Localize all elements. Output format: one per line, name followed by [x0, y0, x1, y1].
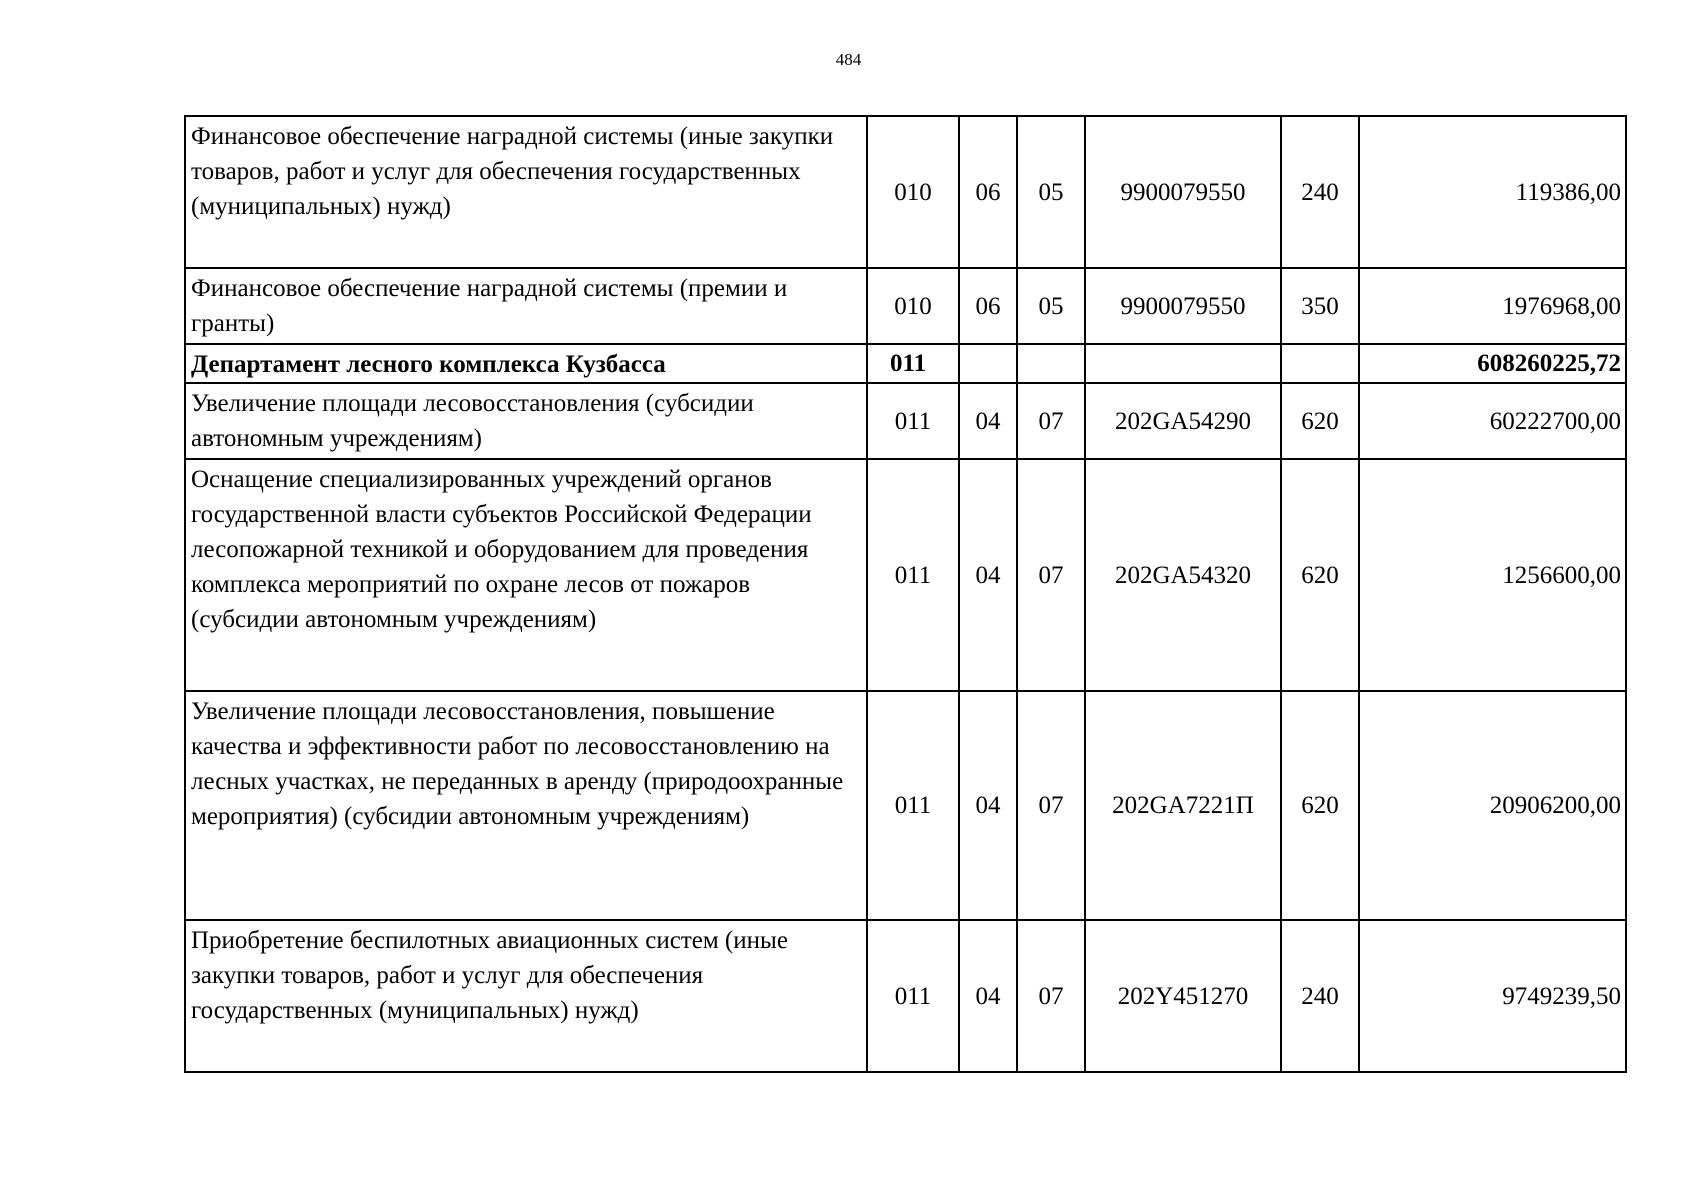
row-target-article: 202GA7221П	[1085, 691, 1281, 920]
row-section: 04	[959, 383, 1017, 459]
table-row	[185, 920, 1626, 1072]
row-section: 04	[959, 920, 1017, 1072]
row-amount: 60222700,00	[1359, 383, 1626, 459]
row-section: 06	[959, 268, 1017, 344]
row-department-code: 011	[867, 344, 959, 383]
row-name: Увеличение площади лесовосстановления, повышение качества и эффективности работ по лесовосстановлению на лесных участках, не переданных в аренду (природоохранные мероприятия) (субсидии автономным учреждениям)	[185, 691, 867, 920]
row-department-code: 011	[867, 920, 959, 1072]
row-expense-type	[1281, 344, 1359, 383]
row-subsection: 05	[1017, 116, 1085, 268]
row-expense-type: 240	[1281, 116, 1359, 268]
row-section: 04	[959, 459, 1017, 691]
row-amount: 9749239,50	[1359, 920, 1626, 1072]
row-subsection: 07	[1017, 920, 1085, 1072]
row-expense-type: 240	[1281, 920, 1359, 1072]
table-row	[185, 344, 1626, 383]
row-name: Финансовое обеспечение наградной системы (иные закупки товаров, работ и услуг для обеспечения государственных (муниципальных) нужд)	[185, 116, 867, 268]
row-target-article: 9900079550	[1085, 116, 1281, 268]
row-expense-type: 620	[1281, 383, 1359, 459]
table-row	[185, 268, 1626, 344]
row-name: Приобретение беспилотных авиационных систем (иные закупки товаров, работ и услуг для обеспечения государственных (муниципальных) нужд)	[185, 920, 867, 1072]
budget-table	[184, 115, 1627, 1073]
row-amount: 119386,00	[1359, 116, 1626, 268]
row-amount: 1256600,00	[1359, 459, 1626, 691]
row-expense-type: 620	[1281, 459, 1359, 691]
row-section: 04	[959, 691, 1017, 920]
row-target-article: 9900079550	[1085, 268, 1281, 344]
row-amount: 608260225,72	[1359, 344, 1626, 383]
row-target-article	[1085, 344, 1281, 383]
row-department-code: 010	[867, 268, 959, 344]
row-name: Финансовое обеспечение наградной системы (премии и гранты)	[185, 268, 867, 344]
row-section	[959, 344, 1017, 383]
row-expense-type: 620	[1281, 691, 1359, 920]
page-number: 484	[835, 50, 862, 69]
row-name: Оснащение специализированных учреждений органов государственной власти субъектов Российской Федерации лесопожарной техникой и оборудованием для проведения комплекса мероприятий по охране лесов от пожаров (субсидии автономным учреждениям)	[185, 459, 867, 691]
row-name: Департамент лесного комплекса Кузбасса	[185, 344, 867, 383]
table-row	[185, 116, 1626, 268]
row-target-article: 202GA54290	[1085, 383, 1281, 459]
row-department-code: 010	[867, 116, 959, 268]
row-subsection: 07	[1017, 459, 1085, 691]
row-target-article: 202Y451270	[1085, 920, 1281, 1072]
row-amount: 1976968,00	[1359, 268, 1626, 344]
table-row	[185, 459, 1626, 691]
row-section: 06	[959, 116, 1017, 268]
row-subsection: 05	[1017, 268, 1085, 344]
row-subsection: 07	[1017, 691, 1085, 920]
row-expense-type: 350	[1281, 268, 1359, 344]
row-name: Увеличение площади лесовосстановления (субсидии автономным учреждениям)	[185, 383, 867, 459]
row-subsection: 07	[1017, 383, 1085, 459]
row-subsection	[1017, 344, 1085, 383]
row-target-article: 202GA54320	[1085, 459, 1281, 691]
row-department-code: 011	[867, 383, 959, 459]
table-row	[185, 691, 1626, 920]
table-row	[185, 383, 1626, 459]
row-department-code: 011	[867, 459, 959, 691]
row-amount: 20906200,00	[1359, 691, 1626, 920]
row-department-code: 011	[867, 691, 959, 920]
